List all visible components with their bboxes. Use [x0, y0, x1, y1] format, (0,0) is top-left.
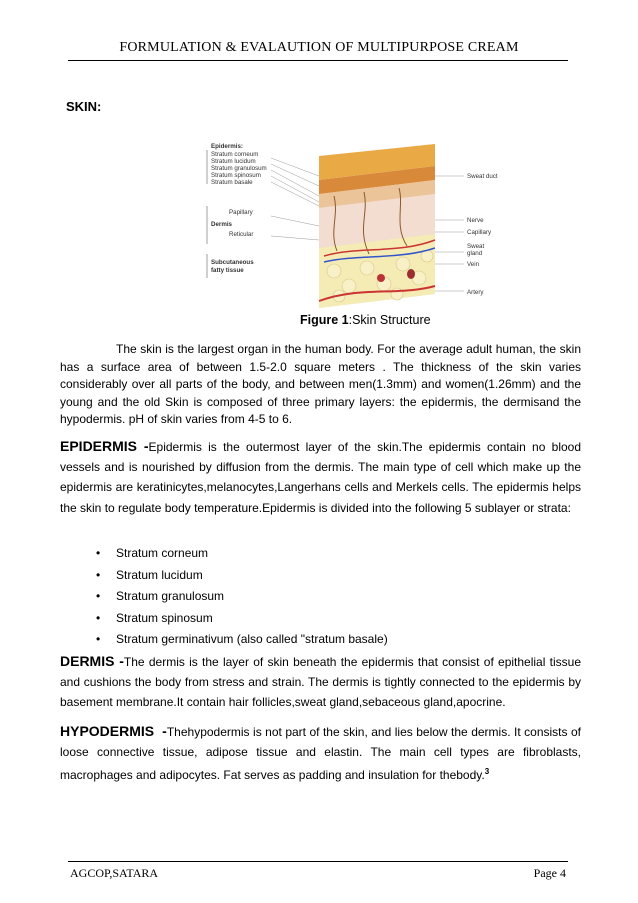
label-stratum-lucidum: Stratum lucidum	[211, 158, 256, 165]
epidermis-paragraph	[60, 436, 581, 518]
header-rule	[68, 60, 568, 61]
dermis-text: The dermis is the layer of skin beneath the epidermis that consist of epithelial tissue and cushions the body from stress and strain. The dermis is tightly connected to the epidermis by basement membrane.It contain hair follicles,sweat gland,sebaceous gland,apocrine.	[60, 655, 581, 709]
skin-structure-figure	[199, 136, 569, 322]
footer-institution: AGCOP,SATARA	[70, 866, 159, 880]
figure-caption	[300, 313, 431, 327]
label-vein: Vein	[467, 261, 480, 268]
label-nerve: Nerve	[467, 217, 484, 224]
hypodermis-text: Thehypodermis is not part of the skin, and lies below the dermis. It consists of loose connective tissue, adipose tissue and elastin. The main cell types are fibroblasts, macrophages and adipocytes. Fat serves as padding and insulation for thebody.	[60, 725, 581, 782]
epidermis-text: Epidermis is the outermost layer of the skin.The epidermis contain no blood vessels and is nourished by diffusion from the dermis. The main type of cell which make up the epidermis are keratinicytes,melanocytes,Langerhans cells and Merkels cells. The epidermis helps the skin to regulate body temperature.Epidermis is divided into the following 5 sublayer or strata:	[60, 440, 582, 515]
figure-labels-right	[467, 173, 498, 296]
epidermis-heading: EPIDERMIS -	[60, 438, 149, 454]
label-gland: gland	[467, 250, 483, 257]
label-stratum-spinosum: Stratum spinosum	[211, 172, 261, 179]
label-dermis: Dermis	[211, 221, 232, 228]
page-number: Page 4	[533, 866, 566, 880]
reference-superscript: 3	[484, 767, 490, 776]
label-sweat-duct: Sweat duct	[467, 173, 498, 180]
footer-rule	[68, 861, 568, 862]
artery-crosssection	[407, 269, 415, 279]
dermis-heading: DERMIS -	[60, 653, 124, 669]
label-fatty-tissue: fatty tissue	[211, 267, 244, 274]
list-item: • Stratum granulosum	[96, 586, 388, 608]
label-papillary: Papillary	[229, 209, 253, 216]
skin-intro-paragraph: The skin is the largest organ in the human body. For the average adult human, the skin has a surface area of between 1.5-2.0 square meters . The thickness of the skin varies considerably over all parts of the body, and between men(1.3mm) and women(1.26mm) and the young and the old Skin is composed of three primary layers: the epidermis, the dermisand the hypodermis. pH of skin varies from 4-5 to 6.	[60, 342, 581, 426]
figure-labels-left	[211, 143, 267, 274]
vein-crosssection	[377, 274, 385, 282]
label-subcutaneous: Subcutaneous	[211, 259, 254, 266]
label-epidermis: Epidermis:	[211, 143, 243, 150]
section-title: SKIN:	[66, 99, 102, 114]
hypodermis-paragraph	[60, 721, 581, 785]
label-capillary: Capillary	[467, 229, 492, 236]
label-sweat: Sweat	[467, 243, 485, 250]
strata-list	[96, 543, 388, 651]
caption-prefix: Figure 1	[300, 313, 349, 327]
label-reticular: Reticular	[229, 231, 254, 238]
skin-diagram	[199, 136, 569, 322]
label-stratum-granulosum: Stratum granulosum	[211, 165, 267, 172]
page-header: FORMULATION & EVALAUTION OF MULTIPURPOSE CREAM	[119, 40, 519, 55]
label-artery: Artery	[467, 289, 484, 296]
dermis-paragraph	[60, 651, 581, 712]
list-item: • Stratum lucidum	[96, 565, 388, 587]
label-stratum-basale: Stratum basale	[211, 179, 253, 186]
hypodermis-heading: HYPODERMIS -	[60, 723, 167, 739]
list-item: • Stratum germinativum (also called "stratum basale)	[96, 629, 388, 651]
list-item: • Stratum spinosum	[96, 608, 388, 630]
label-stratum-corneum: Stratum corneum	[211, 151, 259, 158]
list-item: • Stratum corneum	[96, 543, 388, 565]
caption-text: :Skin Structure	[348, 313, 431, 327]
